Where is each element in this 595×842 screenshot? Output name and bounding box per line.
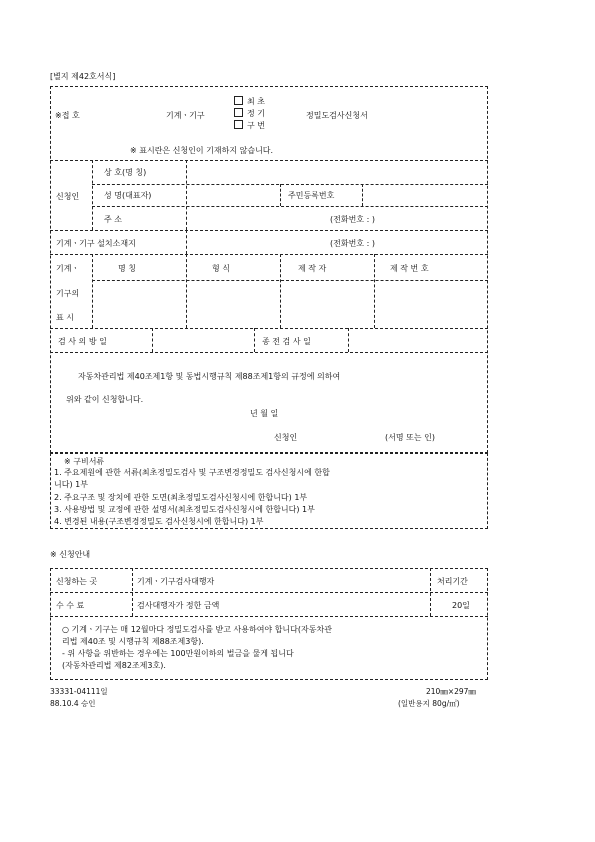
column-name: 명 칭 <box>118 264 136 273</box>
machine-display-label-2: 기구의 <box>56 289 80 298</box>
divider <box>50 328 488 329</box>
divider <box>430 568 431 616</box>
guide-note: (자동차관리법 제82조제3호). <box>62 661 166 670</box>
address-label: 주 소 <box>104 215 122 224</box>
divider <box>50 230 488 231</box>
attachment-item: 4. 변경된 내용(구조변경정밀도 검사신청시에 한합니다) 1부 <box>54 517 264 526</box>
machine-label: 기계ㆍ기구 <box>166 111 205 120</box>
resident-number-field[interactable] <box>363 186 487 205</box>
machine-name-field[interactable] <box>93 282 185 326</box>
guide-fee-value: 검사대행자가 정한 금액 <box>137 601 220 610</box>
form-title: 정밀도검사신청서 <box>306 111 368 120</box>
trade-name-label: 상 호(명 칭) <box>104 168 147 177</box>
statement-signature: (서명 또는 인) <box>385 433 435 442</box>
form-number: [별지 제42호서식] <box>50 72 116 81</box>
statement-date: 년 월 일 <box>250 409 279 418</box>
option-first-label: 최 초 <box>247 97 265 106</box>
statement-applicant: 신청인 <box>274 433 298 442</box>
install-location-label: 기계ㆍ기구 설치소재지 <box>56 239 136 248</box>
guide-note: 리법 제40조 및 시행규칙 제88조제3항). <box>62 637 204 646</box>
divider <box>132 568 133 616</box>
divider <box>254 328 255 352</box>
resident-number-label: 주민등록번호 <box>288 191 335 200</box>
previous-inspection-field[interactable] <box>349 330 487 350</box>
machine-manufacturer-field[interactable] <box>281 282 373 326</box>
trade-name-field[interactable] <box>187 162 487 182</box>
column-manufacturer: 제 작 자 <box>298 264 327 273</box>
machine-display-label-3: 표 시 <box>56 313 74 322</box>
divider <box>50 254 488 255</box>
guide-note: - 위 사항을 위반하는 경우에는 100만원이하의 벌금을 물게 됩니다 <box>62 649 294 658</box>
attachment-item: 니다) 1부 <box>54 480 88 489</box>
divider <box>92 184 488 185</box>
inspection-reason-field[interactable] <box>153 330 253 350</box>
attachments-title: ※ 구비서류 <box>64 457 105 466</box>
applicant-section-label: 신청인 <box>56 192 80 201</box>
footer-paper: (일반용지 80g/㎡) <box>398 699 460 708</box>
machine-serial-field[interactable] <box>375 282 487 326</box>
checkbox-icon <box>234 96 243 105</box>
checkbox-icon <box>234 108 243 117</box>
option-regular[interactable] <box>234 108 265 119</box>
name-label: 성 명(대표자) <box>104 191 152 200</box>
previous-inspection-label: 종 전 검 사 일 <box>262 337 311 346</box>
name-field[interactable] <box>187 186 279 205</box>
divider <box>50 592 488 593</box>
install-phone-label: (전화번호 : ) <box>330 239 375 248</box>
guide-processing-label: 처리기간 <box>437 577 468 586</box>
checkbox-icon <box>234 120 243 129</box>
applicant-phone-label: (전화번호 : ) <box>330 215 375 224</box>
guide-place-value: 기계ㆍ기구검사대행자 <box>137 577 215 586</box>
footer-code: 33331-04111일 <box>50 687 108 696</box>
install-location-field[interactable] <box>187 232 327 252</box>
receipt-label: ※접 호 <box>55 111 80 120</box>
divider <box>92 206 488 207</box>
divider <box>92 280 488 281</box>
option-first[interactable] <box>234 96 265 107</box>
footer-size: 210㎜×297㎜ <box>426 687 476 696</box>
machine-display-label-1: 기계ㆍ <box>56 264 80 273</box>
column-model: 형 식 <box>212 264 230 273</box>
machine-model-field[interactable] <box>187 282 279 326</box>
footer-approval: 88.10.4 승인 <box>50 699 96 708</box>
inspection-reason-label: 검 사 의 방 일 <box>58 337 107 346</box>
guide-processing-value: 20일 <box>452 601 470 610</box>
divider <box>280 184 281 206</box>
divider <box>50 616 488 617</box>
option-regular-label: 정 기 <box>247 109 265 118</box>
notice-text: ※ 표시란은 신청인이 기재하지 않습니다. <box>130 146 274 155</box>
guide-fee-label: 수 수 료 <box>56 601 85 610</box>
option-old-label: 구 번 <box>247 121 265 130</box>
divider <box>50 160 488 161</box>
statement-line-2: 위와 같이 신청합니다. <box>66 395 144 404</box>
guide-note: ○ 기계ㆍ기구는 매 12월마다 정밀도검사를 받고 사용하여야 합니다(자동차관 <box>62 625 332 634</box>
statement-line-1: 자동차관리법 제40조제1항 및 동법시행규칙 제88조제1항의 규정에 의하여 <box>78 372 341 381</box>
attachment-item: 2. 주요구조 및 장치에 관한 도면(최초정밀도검사신청시에 한합니다) 1부 <box>54 493 308 502</box>
guide-title: ※ 신청안내 <box>50 550 91 559</box>
column-serial: 제 작 번 호 <box>390 264 429 273</box>
divider <box>92 160 93 230</box>
divider <box>50 352 488 353</box>
guide-place-label: 신청하는 곳 <box>56 577 98 586</box>
option-old[interactable] <box>234 120 265 131</box>
attachment-item: 1. 주요제원에 관한 서류(최초정밀도검사 및 구조변경정밀도 검사신청시에 한합 <box>54 468 330 477</box>
address-field[interactable] <box>187 208 327 228</box>
attachment-item: 3. 사용방법 및 교정에 관한 설명서(최초정밀도검사신청시에 한합니다) 1부 <box>54 505 315 514</box>
